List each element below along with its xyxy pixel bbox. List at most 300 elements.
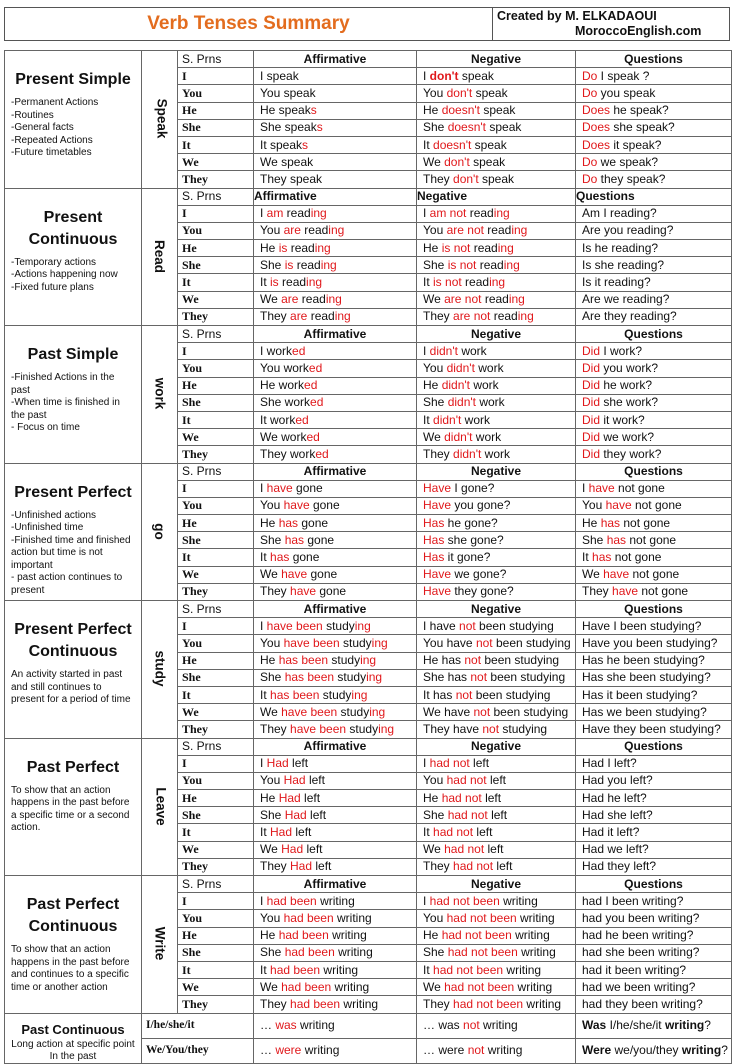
- highlight-text: ing: [306, 275, 323, 290]
- highlight-text: have been: [266, 618, 323, 633]
- tense-notes: [11, 257, 135, 295]
- credit-author: Created by M. ELKADAOUI: [497, 9, 657, 23]
- affirmative-cell: [254, 772, 417, 789]
- cell-text: been studying: [487, 670, 566, 685]
- highlight-text: ing: [351, 687, 368, 702]
- negative-cell: [417, 240, 576, 257]
- cell-text: He work: [260, 378, 305, 393]
- cell-text: You: [260, 910, 284, 925]
- highlight-text: are not: [453, 309, 491, 324]
- highlight-text: didn't: [444, 429, 473, 444]
- cell-text: left: [473, 825, 493, 840]
- cell-text: writing: [334, 945, 373, 960]
- cell-text: work: [481, 446, 510, 461]
- cell-text: writing: [316, 893, 355, 908]
- affirmative-cell: [254, 274, 417, 291]
- highlight-text: was: [275, 1018, 297, 1032]
- cell-text: He speak: [260, 103, 311, 118]
- cell-text: It: [423, 825, 434, 840]
- cell-text: I work?: [600, 343, 643, 358]
- pronoun-cell: She: [178, 119, 254, 136]
- cell-text: read: [461, 275, 490, 290]
- cell-text: I: [423, 893, 430, 908]
- highlight-text: didn't: [446, 360, 475, 375]
- negative-cell: [417, 394, 576, 411]
- cell-text: read: [278, 275, 307, 290]
- question-cell: [576, 566, 732, 583]
- example-verb: [142, 326, 178, 464]
- cell-text: Had I left?: [582, 756, 637, 771]
- example-verb-text: study: [152, 650, 168, 687]
- past-continuous-row: [5, 1013, 732, 1038]
- pronoun-cell: I: [178, 755, 254, 772]
- question-cell: [576, 136, 732, 153]
- affirmative-cell: [254, 171, 417, 188]
- negative-cell: [417, 205, 576, 222]
- highlight-text: s: [316, 120, 323, 135]
- cell-text: Has we been studying?: [582, 704, 707, 719]
- question-cell: [576, 807, 732, 824]
- highlight-text: doesn't: [433, 137, 472, 152]
- highlight-text: have been: [281, 704, 338, 719]
- highlight-text: had not been: [447, 945, 518, 960]
- highlight-text: has: [278, 515, 299, 530]
- cell-text: gone: [304, 532, 335, 547]
- highlight-text: ed: [292, 343, 306, 358]
- tense-notes: [11, 785, 135, 835]
- question-cell: [576, 927, 732, 944]
- cell-text: You: [423, 910, 447, 925]
- affirmative-cell: [254, 377, 417, 394]
- negative-cell: [417, 772, 576, 789]
- highlight-text: had been: [284, 945, 335, 960]
- highlight-text: had been: [270, 962, 321, 977]
- highlight-text: Did: [582, 343, 601, 358]
- cell-text: I have: [423, 618, 460, 633]
- question-cell: [576, 119, 732, 136]
- highlight-text: not: [463, 1018, 480, 1032]
- highlight-text: Did: [582, 395, 601, 410]
- question-cell: [576, 721, 732, 738]
- col-header-pronoun: S. Prns: [178, 738, 254, 755]
- cell-text: left: [493, 859, 513, 874]
- affirmative-cell: [254, 154, 417, 171]
- cell-text: They: [423, 171, 454, 186]
- affirmative-cell: [254, 411, 417, 428]
- affirmative-cell: [254, 446, 417, 463]
- question-cell: [576, 68, 732, 85]
- pronoun-cell: She: [178, 394, 254, 411]
- highlight-text: has been: [278, 653, 329, 668]
- col-header-pronoun: S. Prns: [178, 188, 254, 205]
- highlight-text: Did: [582, 446, 601, 461]
- cell-text: Have they been studying?: [582, 721, 721, 736]
- tense-note: -Routines: [11, 109, 54, 121]
- highlight-text: had not: [447, 807, 488, 822]
- highlight-text: is: [278, 240, 288, 255]
- col-header-negative: Negative: [417, 326, 576, 343]
- cell-text: they work?: [600, 446, 662, 461]
- cell-text: Has it been studying?: [582, 687, 698, 702]
- example-verb: [142, 876, 178, 1014]
- highlight-text: had been: [281, 979, 332, 994]
- question-cell: [576, 240, 732, 257]
- cell-text: They: [423, 859, 454, 874]
- cell-text: …: [260, 1018, 276, 1032]
- section-header-row: [5, 188, 732, 205]
- example-verb: [142, 51, 178, 189]
- highlight-text: don't: [453, 171, 479, 186]
- negative-cell: [417, 944, 576, 961]
- cell-text: read: [307, 309, 335, 324]
- cell-text: She: [260, 945, 285, 960]
- tense-note: To show that an action happens in the past before a specific time or a second action.: [11, 784, 130, 834]
- cell-text: I/he/she/it: [606, 1018, 665, 1032]
- cell-text: had we been writing?: [582, 979, 696, 994]
- cell-text: Am I reading?: [582, 206, 657, 221]
- cell-text: study: [337, 704, 370, 719]
- negative-cell: [417, 755, 576, 772]
- cell-text: We: [423, 842, 445, 857]
- cell-text: Is she reading?: [582, 257, 665, 272]
- negative-cell: [417, 858, 576, 875]
- highlight-text: didn't: [441, 378, 470, 393]
- cell-text: had I been writing?: [582, 893, 684, 908]
- cell-text: I: [423, 68, 430, 83]
- highlight-text: not: [473, 704, 491, 719]
- cell-text: had it been writing?: [582, 962, 687, 977]
- negative-cell: [417, 979, 576, 996]
- highlight-text: had been: [290, 996, 341, 1011]
- cell-text: writing: [511, 928, 550, 943]
- negative-cell: [417, 1013, 576, 1038]
- affirmative-cell: [254, 394, 417, 411]
- highlight-text: had not: [441, 790, 482, 805]
- highlight-text: had not been: [446, 910, 517, 925]
- col-header-questions: Questions: [576, 463, 732, 480]
- highlight-text: didn't: [429, 343, 458, 358]
- affirmative-cell: [254, 532, 417, 549]
- cell-text: Has he been studying?: [582, 653, 705, 668]
- highlight-text: ed: [315, 446, 329, 461]
- example-verb-text: work: [151, 377, 167, 410]
- tense-label: [5, 876, 142, 1014]
- cell-text: work: [461, 412, 490, 427]
- cell-text: He: [260, 515, 279, 530]
- question-cell: [576, 944, 732, 961]
- cell-text: read: [293, 257, 321, 272]
- affirmative-cell: [254, 549, 417, 566]
- col-header-affirmative: Affirmative: [254, 876, 417, 893]
- pronoun-cell: She: [178, 669, 254, 686]
- question-cell: [576, 515, 732, 532]
- negative-cell: [417, 532, 576, 549]
- highlight-text: had been: [266, 893, 317, 908]
- highlight-text: has: [270, 550, 290, 565]
- pronoun-cell: She: [178, 807, 254, 824]
- highlight-text: have: [281, 567, 308, 582]
- question-cell: [576, 704, 732, 721]
- negative-cell: [417, 360, 576, 377]
- tense-note: -Temporary actions: [11, 256, 97, 268]
- tenses-table: [4, 50, 732, 1064]
- cell-text: I: [260, 481, 267, 496]
- pronoun-cell: They: [178, 308, 254, 325]
- cell-text: She: [260, 670, 285, 685]
- cell-text: we speak?: [597, 154, 659, 169]
- negative-cell: [417, 308, 576, 325]
- cell-text: work: [474, 360, 504, 375]
- cell-text: speak: [478, 171, 515, 186]
- affirmative-cell: [254, 979, 417, 996]
- cell-text: not gone: [611, 550, 662, 565]
- cell-text: you speak: [597, 85, 656, 100]
- cell-text: We: [260, 567, 282, 582]
- cell-text: You: [260, 773, 284, 788]
- cell-text: Had it left?: [582, 825, 640, 840]
- question-cell: [576, 102, 732, 119]
- cell-text: You: [423, 360, 447, 375]
- cell-text: writing: [484, 1043, 523, 1057]
- cell-text: It: [423, 275, 434, 290]
- pronoun-group-cell: I/he/she/it: [142, 1013, 254, 1038]
- cell-text: he gone?: [444, 515, 498, 530]
- negative-cell: [417, 686, 576, 703]
- cell-text: you work?: [600, 360, 659, 375]
- cell-text: It work: [260, 412, 296, 427]
- affirmative-cell: [254, 1013, 417, 1038]
- negative-cell: [417, 343, 576, 360]
- cell-text: They work: [260, 446, 316, 461]
- pronoun-cell: She: [178, 257, 254, 274]
- cell-text: She work: [260, 395, 311, 410]
- cell-text: left: [300, 790, 321, 805]
- cell-text: You: [260, 635, 284, 650]
- question-cell: [576, 996, 732, 1013]
- cell-text: They: [423, 446, 454, 461]
- cell-text: I: [582, 481, 589, 496]
- affirmative-cell: [254, 480, 417, 497]
- question-cell: [576, 549, 732, 566]
- tense-title: Past Perfect: [26, 758, 120, 776]
- highlight-text: ed: [308, 360, 323, 375]
- cell-text: It: [582, 550, 593, 565]
- pronoun-cell: She: [178, 532, 254, 549]
- highlight-text: ing: [354, 618, 371, 633]
- question-cell: [576, 961, 732, 978]
- highlight-text: have: [612, 584, 639, 599]
- highlight-text: ing: [378, 721, 395, 736]
- tense-notes: Long action at specific point In the past: [11, 1038, 135, 1062]
- cell-text: read: [466, 206, 494, 221]
- tense-label: [5, 188, 142, 326]
- tense-title: Past Simple: [27, 346, 119, 363]
- cell-text: it work?: [600, 412, 645, 427]
- cell-text: You work: [260, 360, 309, 375]
- highlight-text: ing: [503, 257, 520, 272]
- affirmative-cell: [254, 996, 417, 1013]
- cell-text: writing: [664, 1018, 705, 1032]
- cell-text: left: [292, 825, 312, 840]
- tense-title: Present Continuous: [28, 208, 118, 248]
- cell-text: been studying: [490, 704, 569, 719]
- question-cell: [576, 205, 732, 222]
- negative-cell: [417, 583, 576, 600]
- cell-text: work: [457, 343, 487, 358]
- cell-text: writing: [523, 996, 562, 1011]
- question-cell: [576, 772, 732, 789]
- highlight-text: is: [270, 275, 279, 290]
- tense-title: Present Simple: [15, 71, 131, 88]
- tense-note: -When time is finished in the past: [11, 397, 120, 421]
- pronoun-cell: You: [178, 222, 254, 239]
- highlight-text: Does: [582, 137, 611, 152]
- pronoun-cell: They: [178, 171, 254, 188]
- highlight-text: Has: [423, 532, 445, 547]
- cell-text: not gone: [614, 481, 665, 496]
- highlight-text: have: [266, 481, 293, 496]
- cell-text: We have: [423, 704, 474, 719]
- cell-text: we work?: [600, 429, 655, 444]
- highlight-text: not: [464, 653, 482, 668]
- highlight-text: ing: [493, 206, 510, 221]
- tense-note: -Finished Actions in the past: [11, 372, 115, 396]
- cell-text: We: [423, 292, 445, 307]
- question-cell: [576, 583, 732, 600]
- example-verb-text: Read: [151, 239, 167, 273]
- negative-cell: [417, 669, 576, 686]
- cell-text: He: [423, 790, 442, 805]
- tense-label: [5, 738, 142, 876]
- cell-text: You: [423, 85, 447, 100]
- col-header-pronoun: S. Prns: [178, 876, 254, 893]
- tense-title: Past Perfect Continuous: [26, 896, 120, 935]
- cell-text: Had he left?: [582, 790, 647, 805]
- question-cell: [576, 480, 732, 497]
- cell-text: They: [260, 309, 291, 324]
- col-header-negative: Negative: [417, 188, 576, 205]
- example-verb: [142, 601, 178, 739]
- cell-text: gone: [309, 498, 340, 513]
- highlight-text: has: [600, 515, 621, 530]
- cell-text: She: [423, 807, 448, 822]
- affirmative-cell: [254, 583, 417, 600]
- affirmative-cell: [254, 566, 417, 583]
- question-cell: [576, 1013, 732, 1038]
- highlight-text: has been: [284, 670, 335, 685]
- negative-cell: [417, 996, 576, 1013]
- tense-notes: [11, 669, 135, 707]
- highlight-text: ing: [366, 670, 383, 685]
- col-header-affirmative: Affirmative: [254, 51, 417, 68]
- pronoun-cell: He: [178, 515, 254, 532]
- question-cell: [576, 429, 732, 446]
- question-cell: [576, 171, 732, 188]
- affirmative-cell: [254, 222, 417, 239]
- example-verb: [142, 738, 178, 876]
- pronoun-cell: He: [178, 790, 254, 807]
- negative-cell: [417, 652, 576, 669]
- highlight-text: had not: [453, 859, 494, 874]
- highlight-text: ing: [360, 653, 377, 668]
- cell-text: left: [288, 756, 309, 771]
- cell-text: left: [484, 842, 504, 857]
- negative-cell: [417, 68, 576, 85]
- question-cell: [576, 154, 732, 171]
- highlight-text: has been: [270, 687, 320, 702]
- col-header-affirmative: Affirmative: [254, 601, 417, 618]
- cell-text: They: [260, 996, 291, 1011]
- cell-text: left: [487, 807, 508, 822]
- highlight-text: Did: [582, 378, 601, 393]
- cell-text: had she been writing?: [582, 945, 700, 960]
- cell-text: It: [260, 275, 271, 290]
- cell-text: …: [260, 1043, 276, 1057]
- pronoun-cell: It: [178, 686, 254, 703]
- highlight-text: ing: [328, 223, 345, 238]
- pronoun-cell: We: [178, 841, 254, 858]
- highlight-text: ing: [320, 257, 337, 272]
- cell-text: I: [260, 206, 267, 221]
- section-header-row: [5, 601, 732, 618]
- cell-text: not gone: [629, 567, 680, 582]
- tense-note: -Fixed future plans: [11, 281, 94, 293]
- tense-note: -Actions happening now: [11, 269, 118, 281]
- highlight-text: are not: [444, 292, 482, 307]
- question-cell: [576, 532, 732, 549]
- question-cell: [576, 377, 732, 394]
- cell-text: study: [319, 687, 352, 702]
- tense-note: -Unfinished actions: [11, 509, 97, 521]
- cell-text: you gone?: [451, 498, 511, 513]
- affirmative-cell: [254, 85, 417, 102]
- credit-website: MoroccoEnglish.com: [575, 24, 702, 38]
- cell-text: They: [260, 859, 291, 874]
- col-header-questions: Questions: [576, 601, 732, 618]
- tense-notes: [11, 372, 135, 435]
- cell-text: She speak: [260, 120, 317, 135]
- cell-text: they speak?: [597, 171, 666, 186]
- affirmative-cell: [254, 136, 417, 153]
- tense-notes: [11, 510, 135, 598]
- question-cell: [576, 222, 732, 239]
- highlight-text: ed: [310, 395, 324, 410]
- pronoun-cell: We: [178, 154, 254, 171]
- highlight-text: is not: [433, 275, 462, 290]
- highlight-text: Had: [270, 825, 293, 840]
- affirmative-cell: [254, 343, 417, 360]
- col-header-negative: Negative: [417, 463, 576, 480]
- affirmative-cell: [254, 102, 417, 119]
- highlight-text: had not been: [429, 893, 500, 908]
- cell-text: Had you left?: [582, 773, 653, 788]
- cell-text: been studying: [472, 687, 551, 702]
- cell-text: writing: [503, 962, 542, 977]
- highlight-text: ing: [369, 704, 386, 719]
- col-header-questions: Questions: [576, 51, 732, 68]
- section-header-row: [5, 326, 732, 343]
- highlight-text: are not: [446, 223, 484, 238]
- tense-title: Past Continuous: [21, 1021, 125, 1037]
- tense-note: -Repeated Actions: [11, 134, 93, 146]
- cell-text: Were: [582, 1043, 612, 1057]
- affirmative-cell: [254, 686, 417, 703]
- highlight-text: Has: [423, 515, 445, 530]
- highlight-text: Have: [423, 567, 452, 582]
- cell-text: had they been writing?: [582, 996, 703, 1011]
- cell-text: writing: [499, 893, 538, 908]
- cell-text: Had we left?: [582, 842, 649, 857]
